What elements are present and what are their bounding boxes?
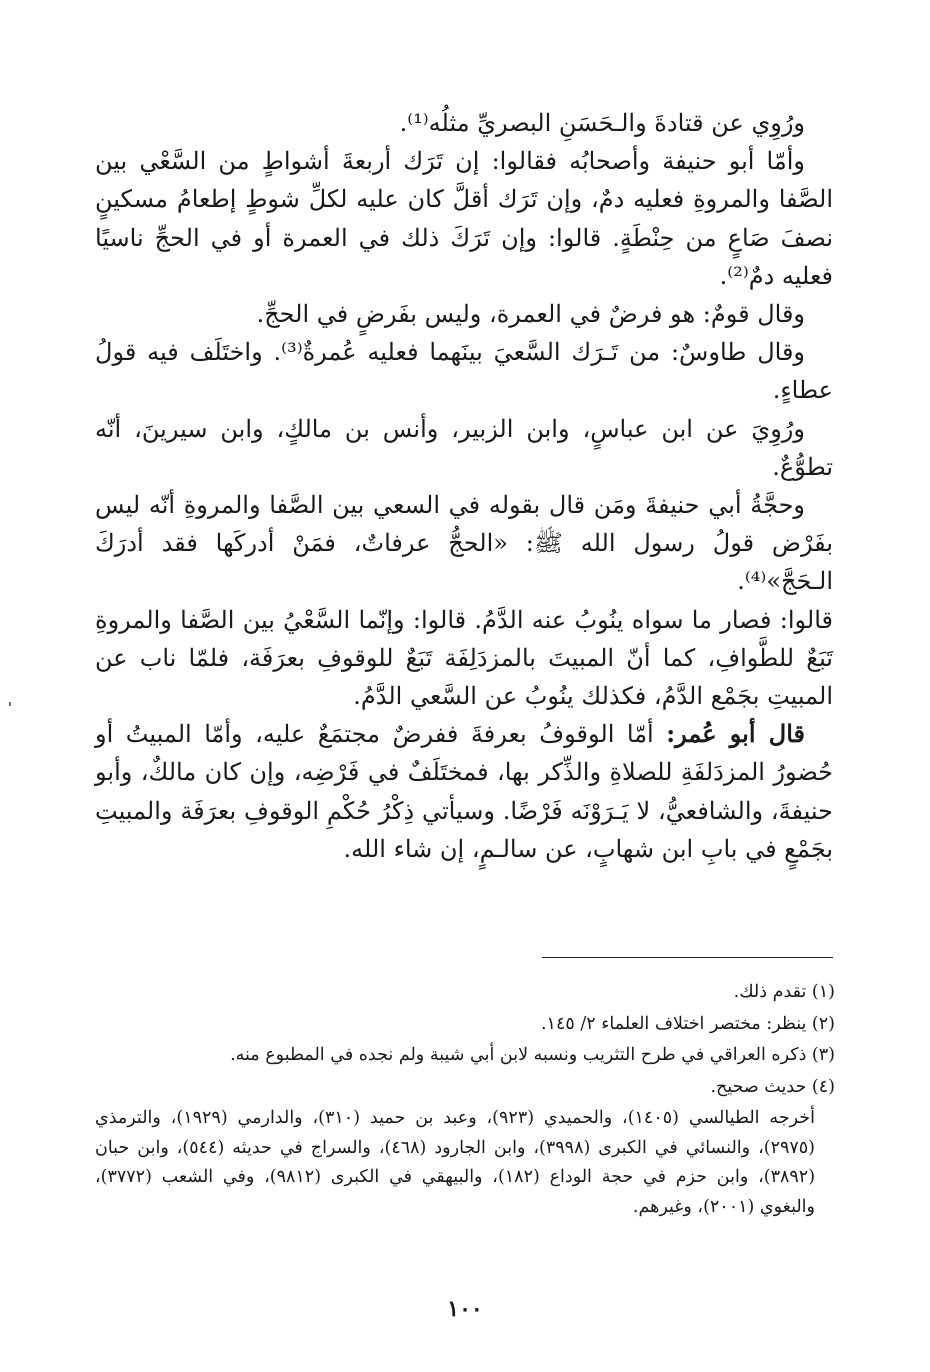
paragraph-5: ورُوِيَ عن ابن عباسٍ، وابن الزبير، وأنس بن مالكٍ، وابن سيرينَ، أنّه تطوُّعٌ. [95, 414, 833, 481]
paragraph-6: وحجَّةُ أبي حنيفةَ ومَن قال بقوله في السعي بين الصَّفا والمروةِ أنّه ليس بفَرْض قولُ رسول الله ﷺ: «الحجُّ عرفاتٌ، فمَنْ أدركَها فقد أدرَكَ الـحَجَّ»⁽⁴⁾. [95, 491, 833, 596]
paragraph-4: وقال طاوسٌ: من تَـرَك السَّعيَ بينَهما فعليه عُمرةٌ⁽³⁾. واختَلَف فيه قولُ عطاءٍ. [95, 338, 833, 405]
main-text [95, 104, 833, 868]
paragraph-8 [95, 715, 833, 868]
paragraph-8-lead: قال أبو عُمر: [666, 719, 805, 749]
footnote-1: (١) تقدم ذلك. [733, 982, 835, 1002]
paragraph-3: وقال قومٌ: هو فرضٌ في العمرة، وليس بفَرضٍ في الحجِّ. [256, 300, 805, 329]
footnote-3: (٣) ذكره العراقي في طرح التثريب ونسبه لابن أبي شيبة ولم نجده في المطبوع منه. [230, 1045, 835, 1065]
paragraph-1: ورُوِي عن قتادةَ والـحَسَنِ البصريِّ مثلُه⁽¹⁾. [399, 109, 805, 137]
paragraph-7: قالوا: فصار ما سواه ينُوبُ عنه الدَّمُ. قالوا: وإنّما السَّعْيُ بين الصَّفا والمروةِ تَبَعٌ للطَّوافِ، كما أنّ المبيتَ بالمزدَلِفَة تَبَعٌ للوقوفِ بعرَفَة، فلمّا ناب عن المبيتِ بجَمْع الدَّمُ، فكذلك ينُوبُ عن السَّعي الدَّمُ. [95, 605, 833, 711]
footnote-4-continuation: أخرجه الطيالسي (١٤٠٥)، والحميدي (٩٢٣)، وعبد بن حميد (٣١٠)، والدارمي (١٩٢٩)، والترمذي (٢٩٧٥)، والنسائي في الكبرى (٣٩٩٨)، وابن الجارود (٤٦٨)، والسراج في حديثه (٥٤٤)، وابن حبان (٣٨٩٢)، وابن حزم في حجة الوداع (١٨٢)، والبيهقي في الكبرى (٩٨١٢)، وفي الشعب (٣٧٧٢)، والبغوي (٢٠٠١)، وغيرهم. [95, 1108, 816, 1217]
page-number: ١٠٠ [447, 1296, 483, 1322]
footnote-4: (٤) حديث صحيح. [710, 1076, 835, 1097]
footnote-separator [542, 957, 833, 958]
footnotes [95, 978, 835, 1222]
footnote-2: (٢) ينظر: مختصر اختلاف العلماء ٢/ ١٤٥. [540, 1013, 835, 1034]
paragraph-2: وأمّا أبو حنيفة وأصحابُه فقالوا: إن تَرَك أربعةَ أشواطٍ من السَّعْي بين الصَّفا والمروةِ فعليه دمٌ، وإن تَرَك أقلَّ كان عليه لكلِّ شوطٍ إطعامُ مسكينٍ نصفَ صَاعٍ من حِنْطَةٍ. قالوا: وإن تَرَكَ ذلك في العمرة أو في الحجِّ ناسيًا فعليه دمٌ⁽²⁾. [95, 147, 833, 290]
margin-mark [9, 702, 11, 706]
paragraph-8-text: أمّا الوقوفُ بعرفةَ ففرضٌ مجتمَعٌ عليه، وأمّا المبيتُ أو حُضورُ المزدَلفَةِ للصلاةِ والذِّكر بها، فمختَلَفٌ في فَرْضِه، وإن كان مالكٌ، وأبو حنيفةَ، والشافعيُّ، لا يَـرَوْنَه فَرْضًا. وسيأتي ذِكْرُ حُكْمِ الوقوفِ بعرَفَة والمبيتِ بجَمْعٍ في بابِ ابن شهابٍ، عن سالـمٍ، إن شاء الله. [95, 720, 833, 863]
